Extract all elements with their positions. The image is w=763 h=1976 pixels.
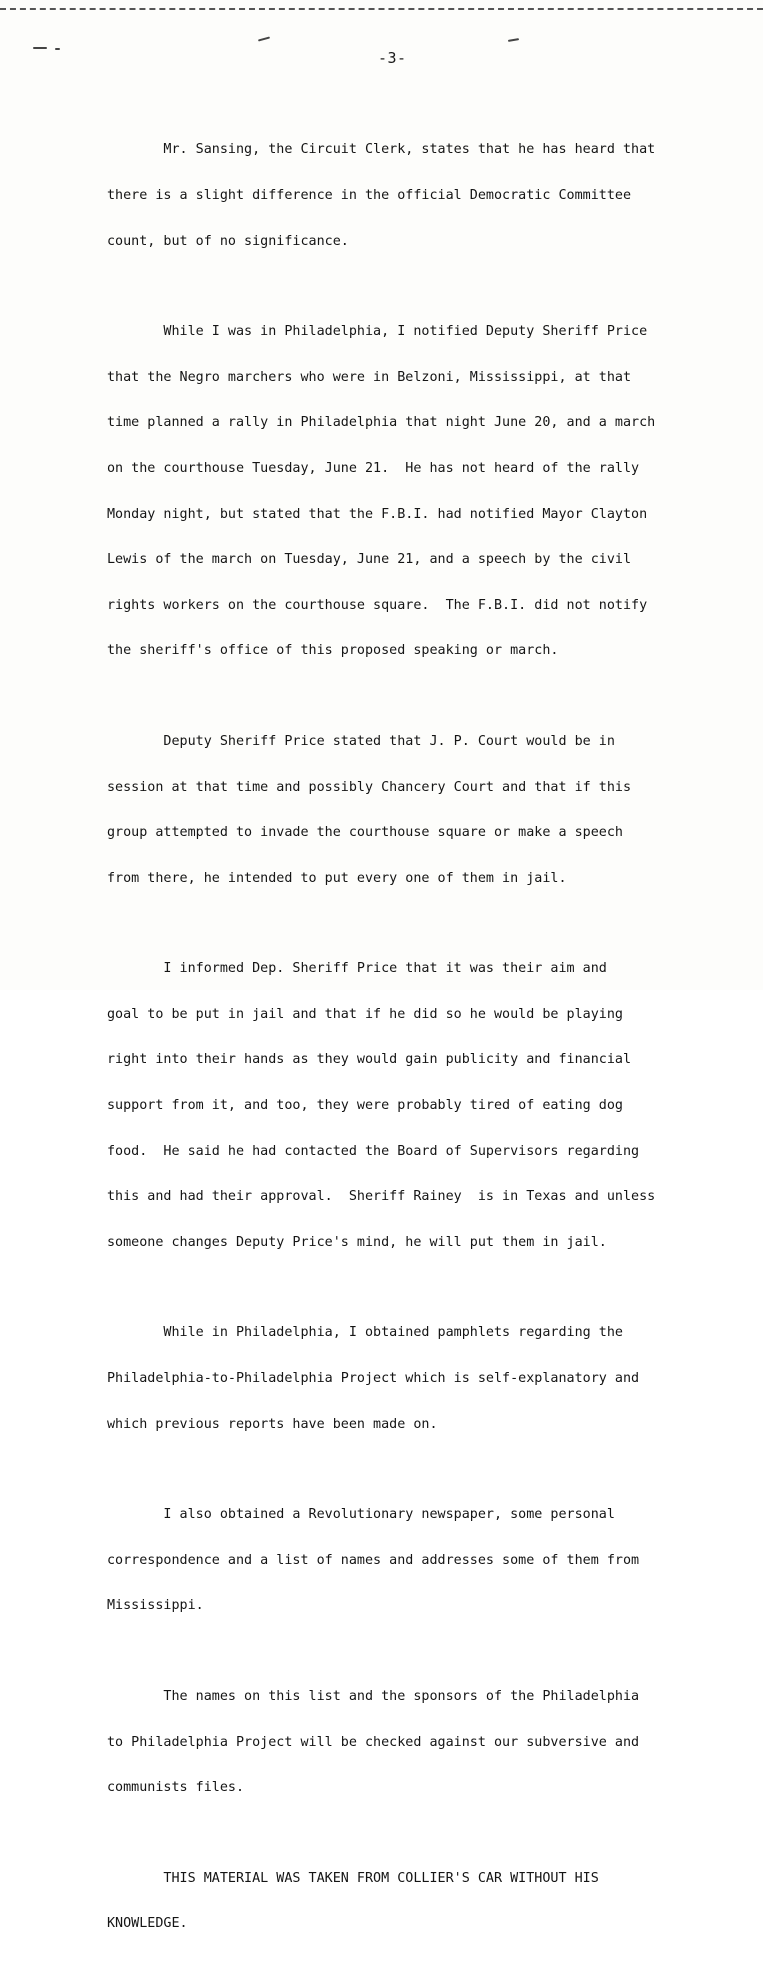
text-line: someone changes Deputy Price's mind, he will put them in jail. <box>107 1234 607 1250</box>
paragraph <box>107 294 737 689</box>
text-line: communists files. <box>107 1780 245 1796</box>
paragraph <box>107 1840 737 1962</box>
paragraph <box>107 931 737 1281</box>
text-line: time planned a rally in Philadelphia that night June 20, and a march <box>107 415 656 431</box>
text-line: Mississippi. <box>107 1598 204 1614</box>
text-line: food. He said he had contacted the Board of Supervisors regarding <box>107 1143 640 1159</box>
text-line: THIS MATERIAL WAS TAKEN FROM COLLIER'S CAR WITHOUT HIS <box>107 1870 599 1886</box>
page-number: -3- <box>378 49 407 67</box>
text-line: KNOWLEDGE. <box>107 1916 188 1932</box>
memo-body <box>107 112 737 1976</box>
text-line: While in Philadelphia, I obtained pamphlets regarding the <box>107 1325 623 1341</box>
text-line: Deputy Sheriff Price stated that J. P. Court would be in <box>107 733 615 749</box>
text-line: count, but of no significance. <box>107 233 349 249</box>
text-line: from there, he intended to put every one of them in jail. <box>107 870 567 886</box>
paragraph <box>107 704 737 917</box>
scan-mark <box>33 47 47 49</box>
text-line: group attempted to invade the courthouse square or make a speech <box>107 825 623 841</box>
text-line: this and had their approval. Sheriff Rainey is in Texas and unless <box>107 1189 656 1205</box>
text-line: I also obtained a Revolutionary newspaper, some personal <box>107 1507 615 1523</box>
text-line: on the courthouse Tuesday, June 21. He has not heard of the rally <box>107 460 640 476</box>
text-line: Philadelphia-to-Philadelphia Project which is self-explanatory and <box>107 1371 640 1387</box>
text-line: Mr. Sansing, the Circuit Clerk, states that he has heard that <box>107 142 656 158</box>
text-line: to Philadelphia Project will be checked against our subversive and <box>107 1734 640 1750</box>
text-line: Lewis of the march on Tuesday, June 21, and a speech by the civil <box>107 552 632 568</box>
text-line: the sheriff's office of this proposed speaking or march. <box>107 643 559 659</box>
text-line: Monday night, but stated that the F.B.I. had notified Mayor Clayton <box>107 506 648 522</box>
text-line: support from it, and too, they were probably tired of eating dog <box>107 1098 623 1114</box>
page-top-edge <box>0 0 763 10</box>
text-line: correspondence and a list of names and addresses some of them from <box>107 1552 640 1568</box>
paragraph <box>107 1659 737 1826</box>
text-line: that the Negro marchers who were in Belzoni, Mississippi, at that <box>107 369 632 385</box>
text-line: goal to be put in jail and that if he did so he would be playing <box>107 1006 623 1022</box>
paragraph <box>107 1295 737 1462</box>
scan-mark <box>55 48 60 50</box>
text-line: The names on this list and the sponsors of the Philadelphia <box>107 1688 640 1704</box>
text-line: session at that time and possibly Chancery Court and that if this <box>107 779 632 795</box>
text-line: rights workers on the courthouse square. The F.B.I. did not notify <box>107 597 648 613</box>
text-line: there is a slight difference in the official Democratic Committee <box>107 188 632 204</box>
scan-mark <box>258 36 270 41</box>
text-line: I informed Dep. Sheriff Price that it was their aim and <box>107 961 607 977</box>
paragraph <box>107 112 737 279</box>
text-line: While I was in Philadelphia, I notified Deputy Sheriff Price <box>107 324 648 340</box>
scan-mark <box>508 38 519 42</box>
text-line: right into their hands as they would gain publicity and financial <box>107 1052 632 1068</box>
paragraph <box>107 1477 737 1644</box>
text-line: which previous reports have been made on. <box>107 1416 438 1432</box>
